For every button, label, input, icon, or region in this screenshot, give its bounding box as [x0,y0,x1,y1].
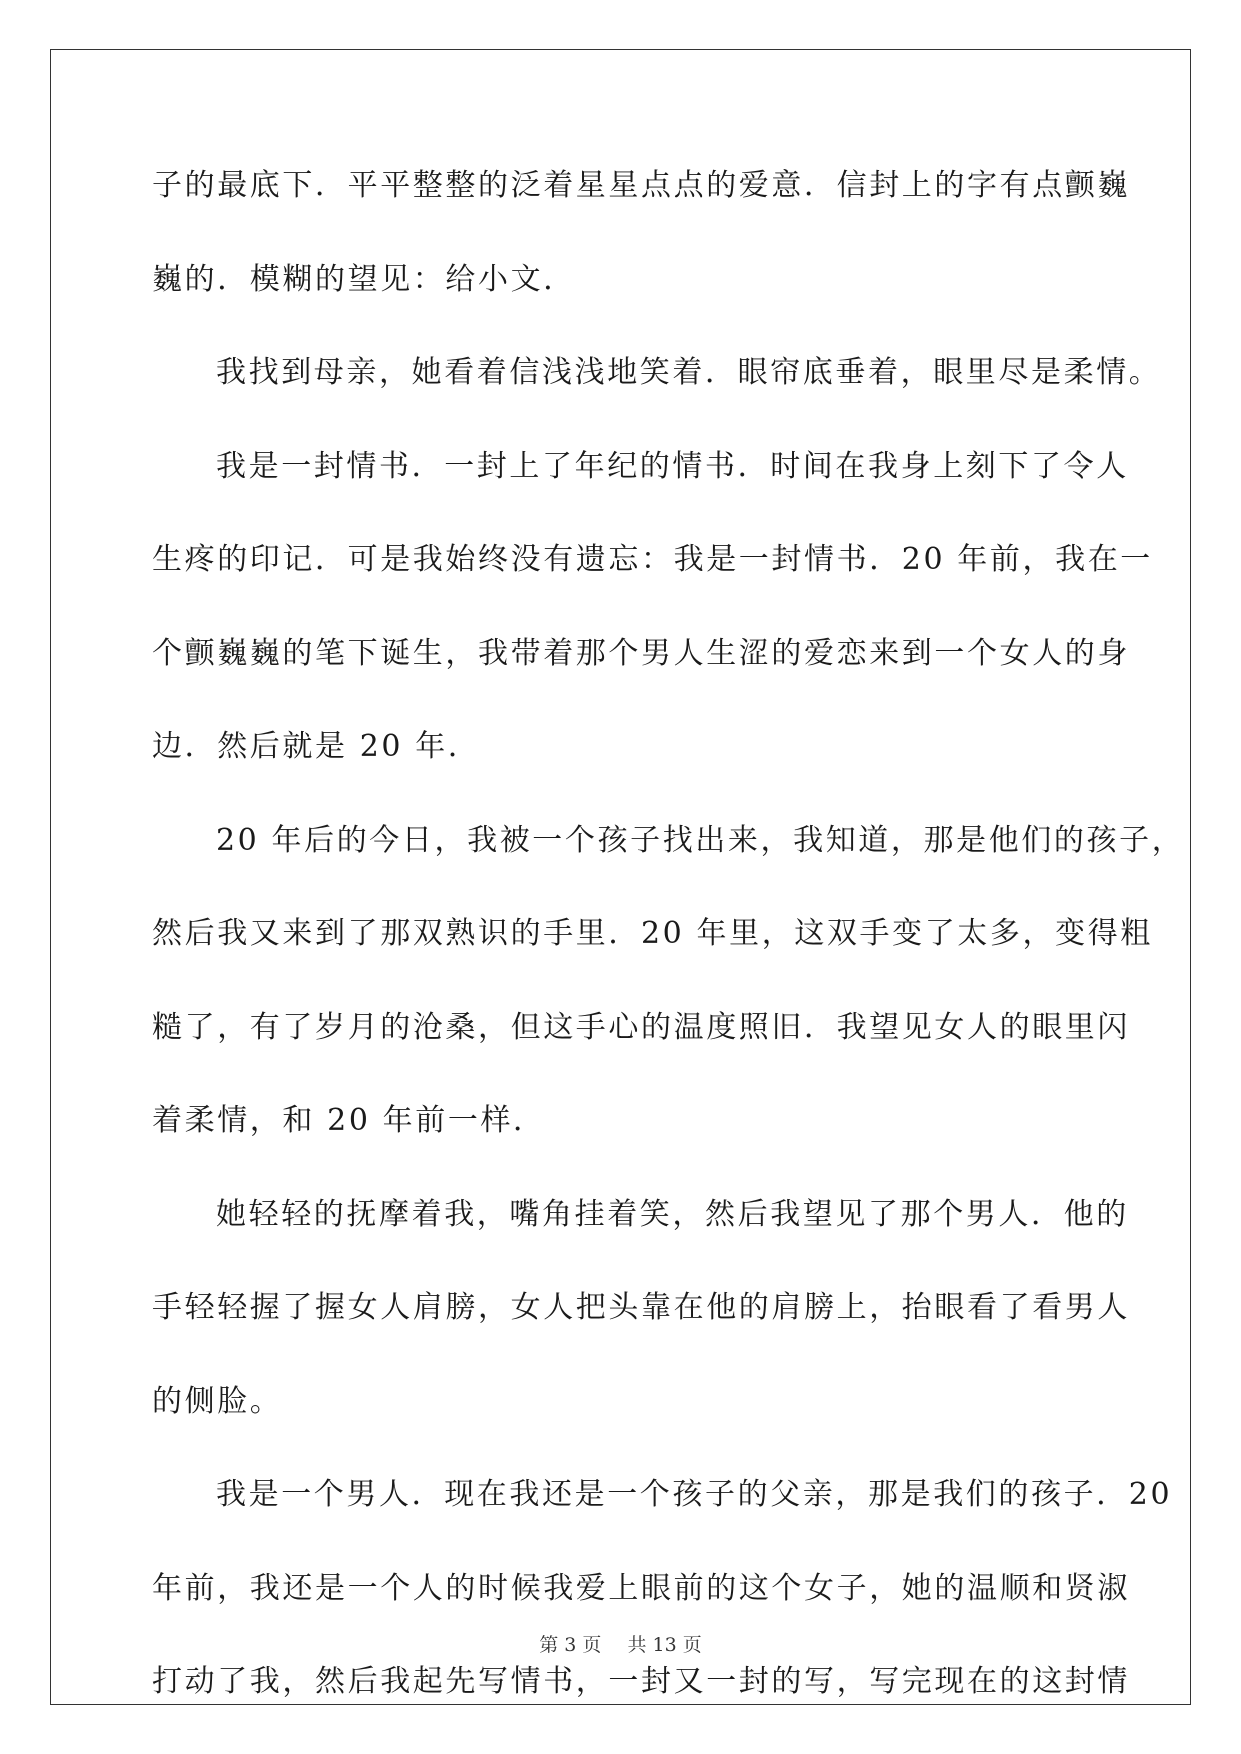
paragraph-start: 我是一封情书．一封上了年纪的情书．时间在我身上刻下了令人 [216,448,1129,484]
paragraph-start: 我找到母亲，她看着信浅浅地笑着．眼帘底垂着，眼里尽是柔情。 [216,355,1162,390]
page-number: 第 3 页 [539,1634,602,1656]
text-line: 的侧脸。 [152,1383,283,1419]
paragraph-start: 20 年后的今日，我被一个孩子找出来，我知道，那是他们的孩子， [216,822,1185,858]
text-line: 生疼的印记．可是我始终没有遗忘：我是一封情书．20 年前，我在一 [152,542,1153,577]
text-line: 然后我又来到了那双熟识的手里．20 年里，这双手变了太多，变得粗 [152,916,1153,951]
text-line: 子的最底下．平平整整的泛着星星点点的爱意．信封上的字有点颤巍 [152,168,1130,203]
text-line: 巍的．模糊的望见：给小文． [152,261,576,297]
text-line: 着柔情，和 20 年前一样． [152,1103,546,1138]
paragraph-start: 她轻轻的抚摩着我，嘴角挂着笑，然后我望见了那个男人．他的 [216,1196,1129,1232]
text-line: 打动了我，然后我起先写情书，一封又一封的写，写完现在的这封情 [152,1664,1130,1699]
text-line: 手轻轻握了握女人肩膀，女人把头靠在他的肩膀上，抬眼看了看男人 [152,1290,1130,1325]
paragraph-start: 我是一个男人．现在我还是一个孩子的父亲，那是我们的孩子．20 [216,1477,1173,1512]
text-line: 边．然后就是 20 年． [152,729,481,764]
page-total: 共 13 页 [627,1634,702,1656]
text-line: 年前，我还是一个人的时候我爱上眼前的这个女子，她的温顺和贤淑 [152,1570,1130,1606]
document-body [152,160,1185,1750]
page-footer [0,1630,1241,1657]
text-line: 糙了，有了岁月的沧桑，但这手心的温度照旧．我望见女人的眼里闪 [152,1009,1130,1045]
text-line: 个颤巍巍的笔下诞生，我带着那个男人生涩的爱恋来到一个女人的身 [152,635,1130,671]
